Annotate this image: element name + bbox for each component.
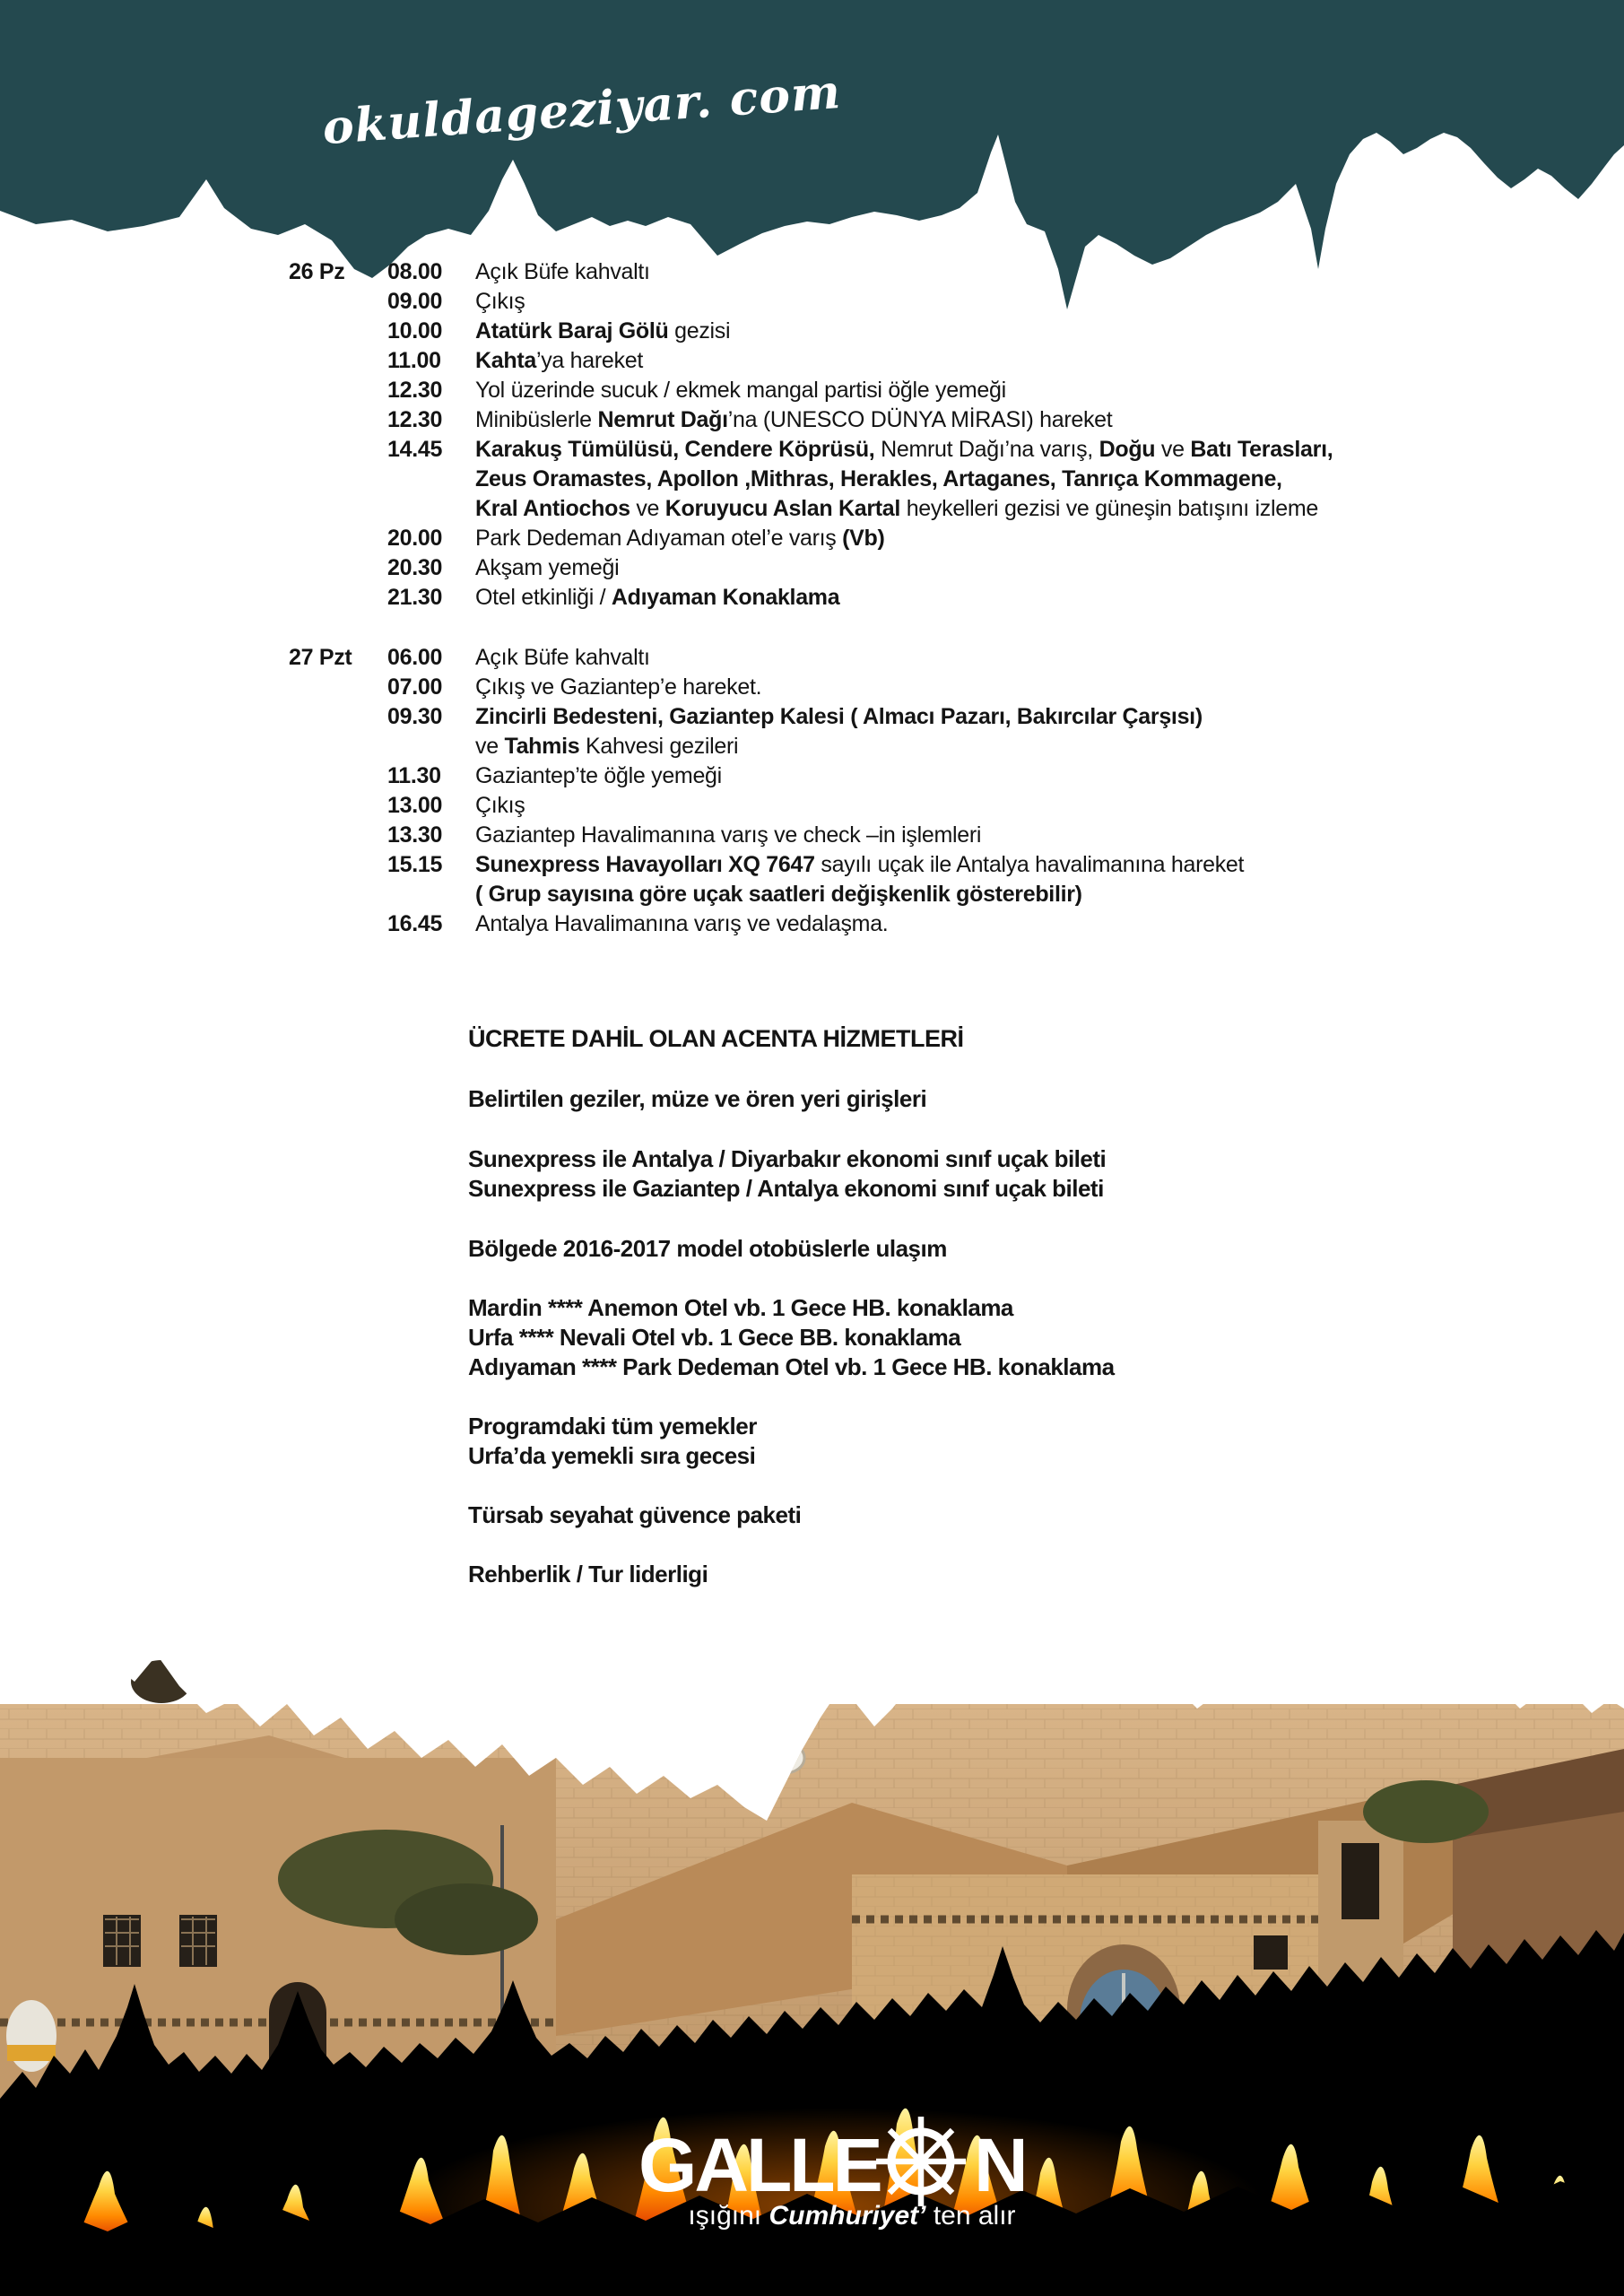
service-item: Rehberlik / Tur liderligi [468,1561,708,1587]
time-label: 13.30 [387,822,443,848]
activity-text: Kral Antiochos ve Koruyucu Aslan Kartal heykelleri gezisi ve güneşin batışını izleme [475,496,1318,521]
site-logo: okuldageziyar. com [320,64,843,156]
time-label: 12.30 [387,378,443,403]
service-item: Programdaki tüm yemekler [468,1413,757,1439]
galleon-tagline [688,2201,1015,2231]
itinerary-row [0,792,1624,821]
activity-text: Zeus Oramastes, Apollon ,Mithras, Herakles, Artaganes, Tanrıça Kommagene, [475,466,1282,491]
activity-text: Gaziantep’te öğle yemeği [475,763,722,788]
time-label: 10.00 [387,318,443,344]
service-item: Sunexpress ile Gaziantep / Antalya ekonomi sınıf uçak bileti [468,1175,1104,1202]
tagline-part-3: ten alır [925,2201,1016,2231]
service-item: Bölgede 2016-2017 model otobüslerle ulaşım [468,1235,947,1262]
tagline-part-1: ışığını [688,2201,769,2231]
activity-text: Park Dedeman Adıyaman otel’e varış (Vb) [475,526,885,551]
activity-text: ( Grup sayısına göre uçak saatleri değişkenlik gösterebilir) [475,882,1082,907]
service-item: Mardin **** Anemon Otel vb. 1 Gece HB. konaklama [468,1294,1013,1321]
itinerary-row [0,258,1624,287]
itinerary-row [0,495,1624,524]
time-label: 13.00 [387,793,443,818]
itinerary-row [0,554,1624,583]
galleon-text-left: GALLE [638,2123,881,2207]
activity-text: Çıkış [475,289,525,314]
activity-text: Akşam yemeği [475,555,620,580]
time-label: 21.30 [387,585,443,610]
itinerary-row [0,733,1624,761]
activity-text: Açık Büfe kahvaltı [475,259,650,284]
activity-text: ve Tahmis Kahvesi gezileri [475,734,739,759]
tagline-part-2: Cumhuriyet’ [769,2201,926,2231]
time-label: 09.00 [387,289,443,314]
activity-text: Otel etkinliği / Adıyaman Konaklama [475,585,840,610]
itinerary-row [0,465,1624,494]
time-label: 12.30 [387,407,443,432]
itinerary-row [0,584,1624,613]
time-label: 07.00 [387,674,443,700]
activity-text: Çıkış [475,793,525,818]
bottom-black-band [0,2267,1624,2296]
activity-text: Kahta’ya hareket [475,348,643,373]
ship-wheel-icon [876,2117,966,2206]
service-item: Adıyaman **** Park Dedeman Otel vb. 1 Gece HB. konaklama [468,1353,1115,1380]
time-label: 16.45 [387,911,443,936]
activity-text: Sunexpress Havayolları XQ 7647 sayılı uçak ile Antalya havalimanına hareket [475,852,1245,877]
time-label: 15.15 [387,852,443,877]
activity-text: Minibüslerle Nemrut Dağı’na (UNESCO DÜNYA MİRASI) hareket [475,407,1113,432]
itinerary-row [0,436,1624,465]
time-label: 11.00 [387,348,441,373]
time-label: 09.30 [387,704,443,729]
activity-text: Antalya Havalimanına varış ve vedalaşma. [475,911,889,936]
service-item: Türsab seyahat güvence paketi [468,1501,802,1528]
activity-text: Çıkış ve Gaziantep’e hareket. [475,674,762,700]
itinerary-row [0,288,1624,317]
itinerary-row [0,881,1624,909]
itinerary-row [0,347,1624,376]
itinerary-row [0,703,1624,732]
service-item: Urfa’da yemekli sıra gecesi [468,1442,756,1469]
time-label: 20.30 [387,555,443,580]
galleon-text-right: N [974,2123,1026,2207]
activity-text: Yol üzerinde sucuk / ekmek mangal partisi öğle yemeği [475,378,1006,403]
day-label: 26 Pz [289,259,345,284]
itinerary-row [0,644,1624,673]
itinerary-row [0,910,1624,939]
activity-text: Açık Büfe kahvaltı [475,645,650,670]
itinerary-row [0,317,1624,346]
itinerary-row [0,674,1624,702]
footer-artwork [0,1650,1624,2296]
activity-text: Gaziantep Havalimanına varış ve check –in işlemleri [475,822,982,848]
time-label: 08.00 [387,259,443,284]
itinerary-row [0,851,1624,880]
itinerary-row [0,377,1624,405]
time-label: 11.30 [387,763,441,788]
services-title: ÜCRETE DAHİL OLAN ACENTA HİZMETLERİ [468,1025,964,1052]
service-item: Urfa **** Nevali Otel vb. 1 Gece BB. konaklama [468,1324,961,1351]
activity-text: Karakuş Tümülüsü, Cendere Köprüsü, Nemrut Dağı’na varış, Doğu ve Batı Terasları, [475,437,1333,462]
itinerary-row [0,762,1624,791]
service-item: Sunexpress ile Antalya / Diyarbakır ekonomi sınıf uçak bileti [468,1145,1107,1172]
time-label: 14.45 [387,437,443,462]
activity-text: Zincirli Bedesteni, Gaziantep Kalesi ( Almacı Pazarı, Bakırcılar Çarşısı) [475,704,1203,729]
itinerary-row [0,822,1624,850]
itinerary-row [0,525,1624,553]
activity-text: Atatürk Baraj Gölü gezisi [475,318,731,344]
time-label: 06.00 [387,645,443,670]
itinerary-row [0,406,1624,435]
day-label: 27 Pzt [289,645,352,670]
time-label: 20.00 [387,526,443,551]
service-item: Belirtilen geziler, müze ve ören yeri girişleri [468,1085,927,1112]
